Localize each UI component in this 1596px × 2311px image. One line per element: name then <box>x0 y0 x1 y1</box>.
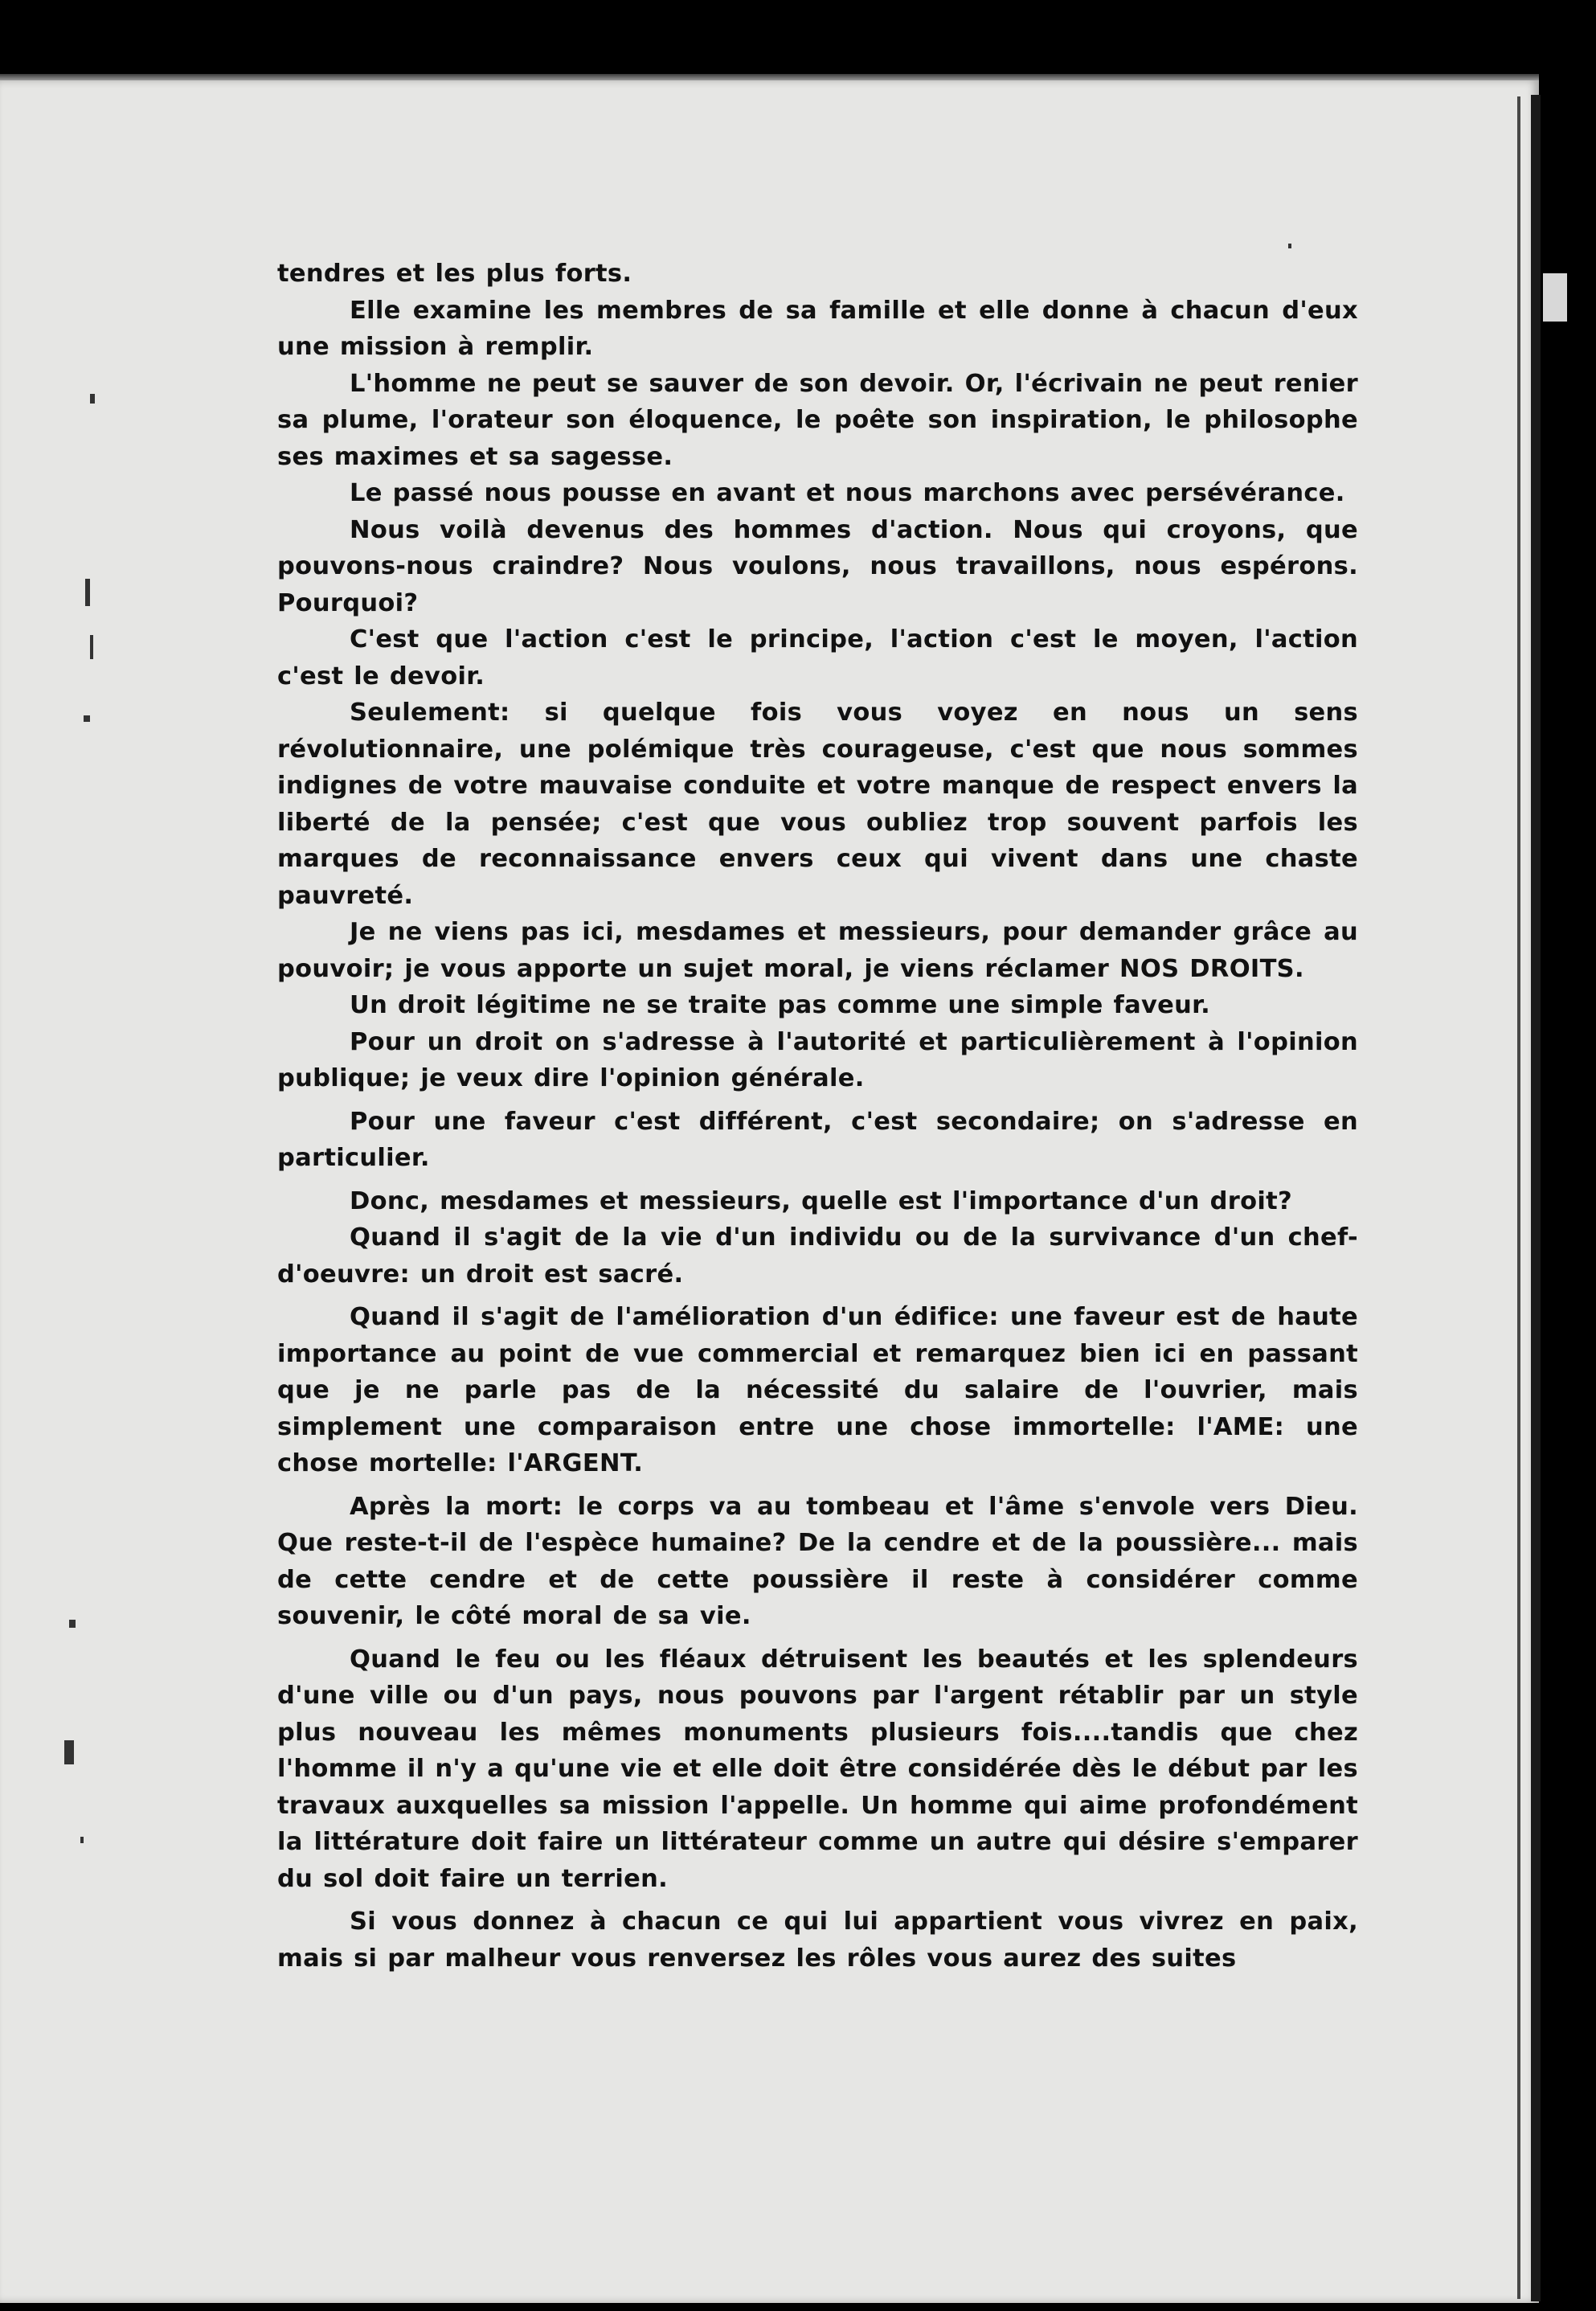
paragraph: Elle examine les membres de sa famille et elle donne à chacun d'eux une mission à remplir. <box>277 296 1358 361</box>
paragraph: Le passé nous pousse en avant et nous marchons avec persévérance. <box>350 479 1345 507</box>
paragraph: Seulement: si quelque fois vous voyez en nous un sens révolutionnaire, une polémique très courageuse, c'est que nous sommes indignes de votre mauvaise conduite et votre manque de respect envers la liberté de la pensée; c'est que vous oubliez trop souvent parfois les marques de reconnaissance envers ceux qui vivent dans une chaste pauvreté. <box>277 699 1358 910</box>
paragraph: Donc, mesdames et messieurs, quelle est l'importance d'un droit? <box>350 1186 1293 1215</box>
paragraph: Un droit légitime ne se traite pas comme une simple faveur. <box>350 991 1211 1019</box>
margin-speck <box>90 394 95 404</box>
paragraph: Après la mort: le corps va au tombeau et l'âme s'envole vers Dieu. Que reste-t-il de l'espèce humaine? De la cendre et de la poussière... mais de cette cendre et de cette poussière il reste à considérer comme souvenir, le côté moral de sa vie. <box>277 1492 1358 1630</box>
page-binding-shadow <box>1517 96 1520 2299</box>
paragraph: C'est que l'action c'est le principe, l'action c'est le moyen, l'action c'est le devoir. <box>277 625 1358 690</box>
page-top-edge <box>0 74 1539 80</box>
paragraph: L'homme ne peut se sauver de son devoir. Or, l'écrivain ne peut renier sa plume, l'orateur son éloquence, le poête son inspiration, le philosophe ses maximes et sa sagesse. <box>277 369 1358 471</box>
paragraph: Pour un droit on s'adresse à l'autorité et particulièrement à l'opinion publique; je veux dire l'opinion générale. <box>277 1027 1358 1092</box>
margin-speck <box>64 1740 74 1764</box>
paragraph: Quand le feu ou les fléaux détruisent les beautés et les splendeurs d'une ville ou d'un pays, nous pouvons par l'argent rétablir par un style plus nouveau les mêmes monuments plusieurs fois....tandis que chez l'homme il n'y a qu'une vie et elle doit être considérée dès le début par les travaux auxquelles sa mission l'appelle. Un homme qui aime profondément la littérature doit faire un littérateur comme un autre qui désire s'emparer du sol doit faire un terrien. <box>277 1645 1358 1893</box>
document-body <box>277 256 1358 1977</box>
margin-speck <box>85 579 90 606</box>
margin-speck <box>1288 244 1291 248</box>
paragraph: Nous voilà devenus des hommes d'action. Nous qui croyons, que pouvons-nous craindre? Nous voulons, nous travaillons, nous espérons. Pourquoi? <box>277 515 1358 617</box>
margin-speck <box>84 715 90 722</box>
paragraph: tendres et les plus forts. <box>277 260 632 288</box>
paragraph: Quand il s'agit de la vie d'un individu ou de la survivance d'un chef-d'oeuvre: un droit est sacré. <box>277 1223 1358 1289</box>
paragraph: Pour une faveur c'est différent, c'est secondaire; on s'adresse en particulier. <box>277 1107 1358 1172</box>
margin-speck <box>90 635 93 659</box>
margin-speck <box>80 1837 84 1843</box>
paragraph: Si vous donnez à chacun ce qui lui appartient vous vivrez en paix, mais si par malheur vous renversez les rôles vous aurez des suites <box>277 1907 1358 1973</box>
margin-speck <box>69 1620 76 1628</box>
paragraph: Quand il s'agit de l'amélioration d'un édifice: une faveur est de haute importance au point de vue commercial et remarquez bien ici en passant que je ne parle pas de la nécessité du salaire de l'ouvrier, mais simplement une comparaison entre une chose immortelle: l'AME: une chose mortelle: l'ARGENT. <box>277 1303 1358 1477</box>
margin-speck <box>1543 273 1567 322</box>
paragraph: Je ne viens pas ici, mesdames et messieurs, pour demander grâce au pouvoir; je vous apporte un sujet moral, je viens réclamer NOS DROITS. <box>277 918 1358 983</box>
page-right-edge <box>1531 95 1541 2301</box>
